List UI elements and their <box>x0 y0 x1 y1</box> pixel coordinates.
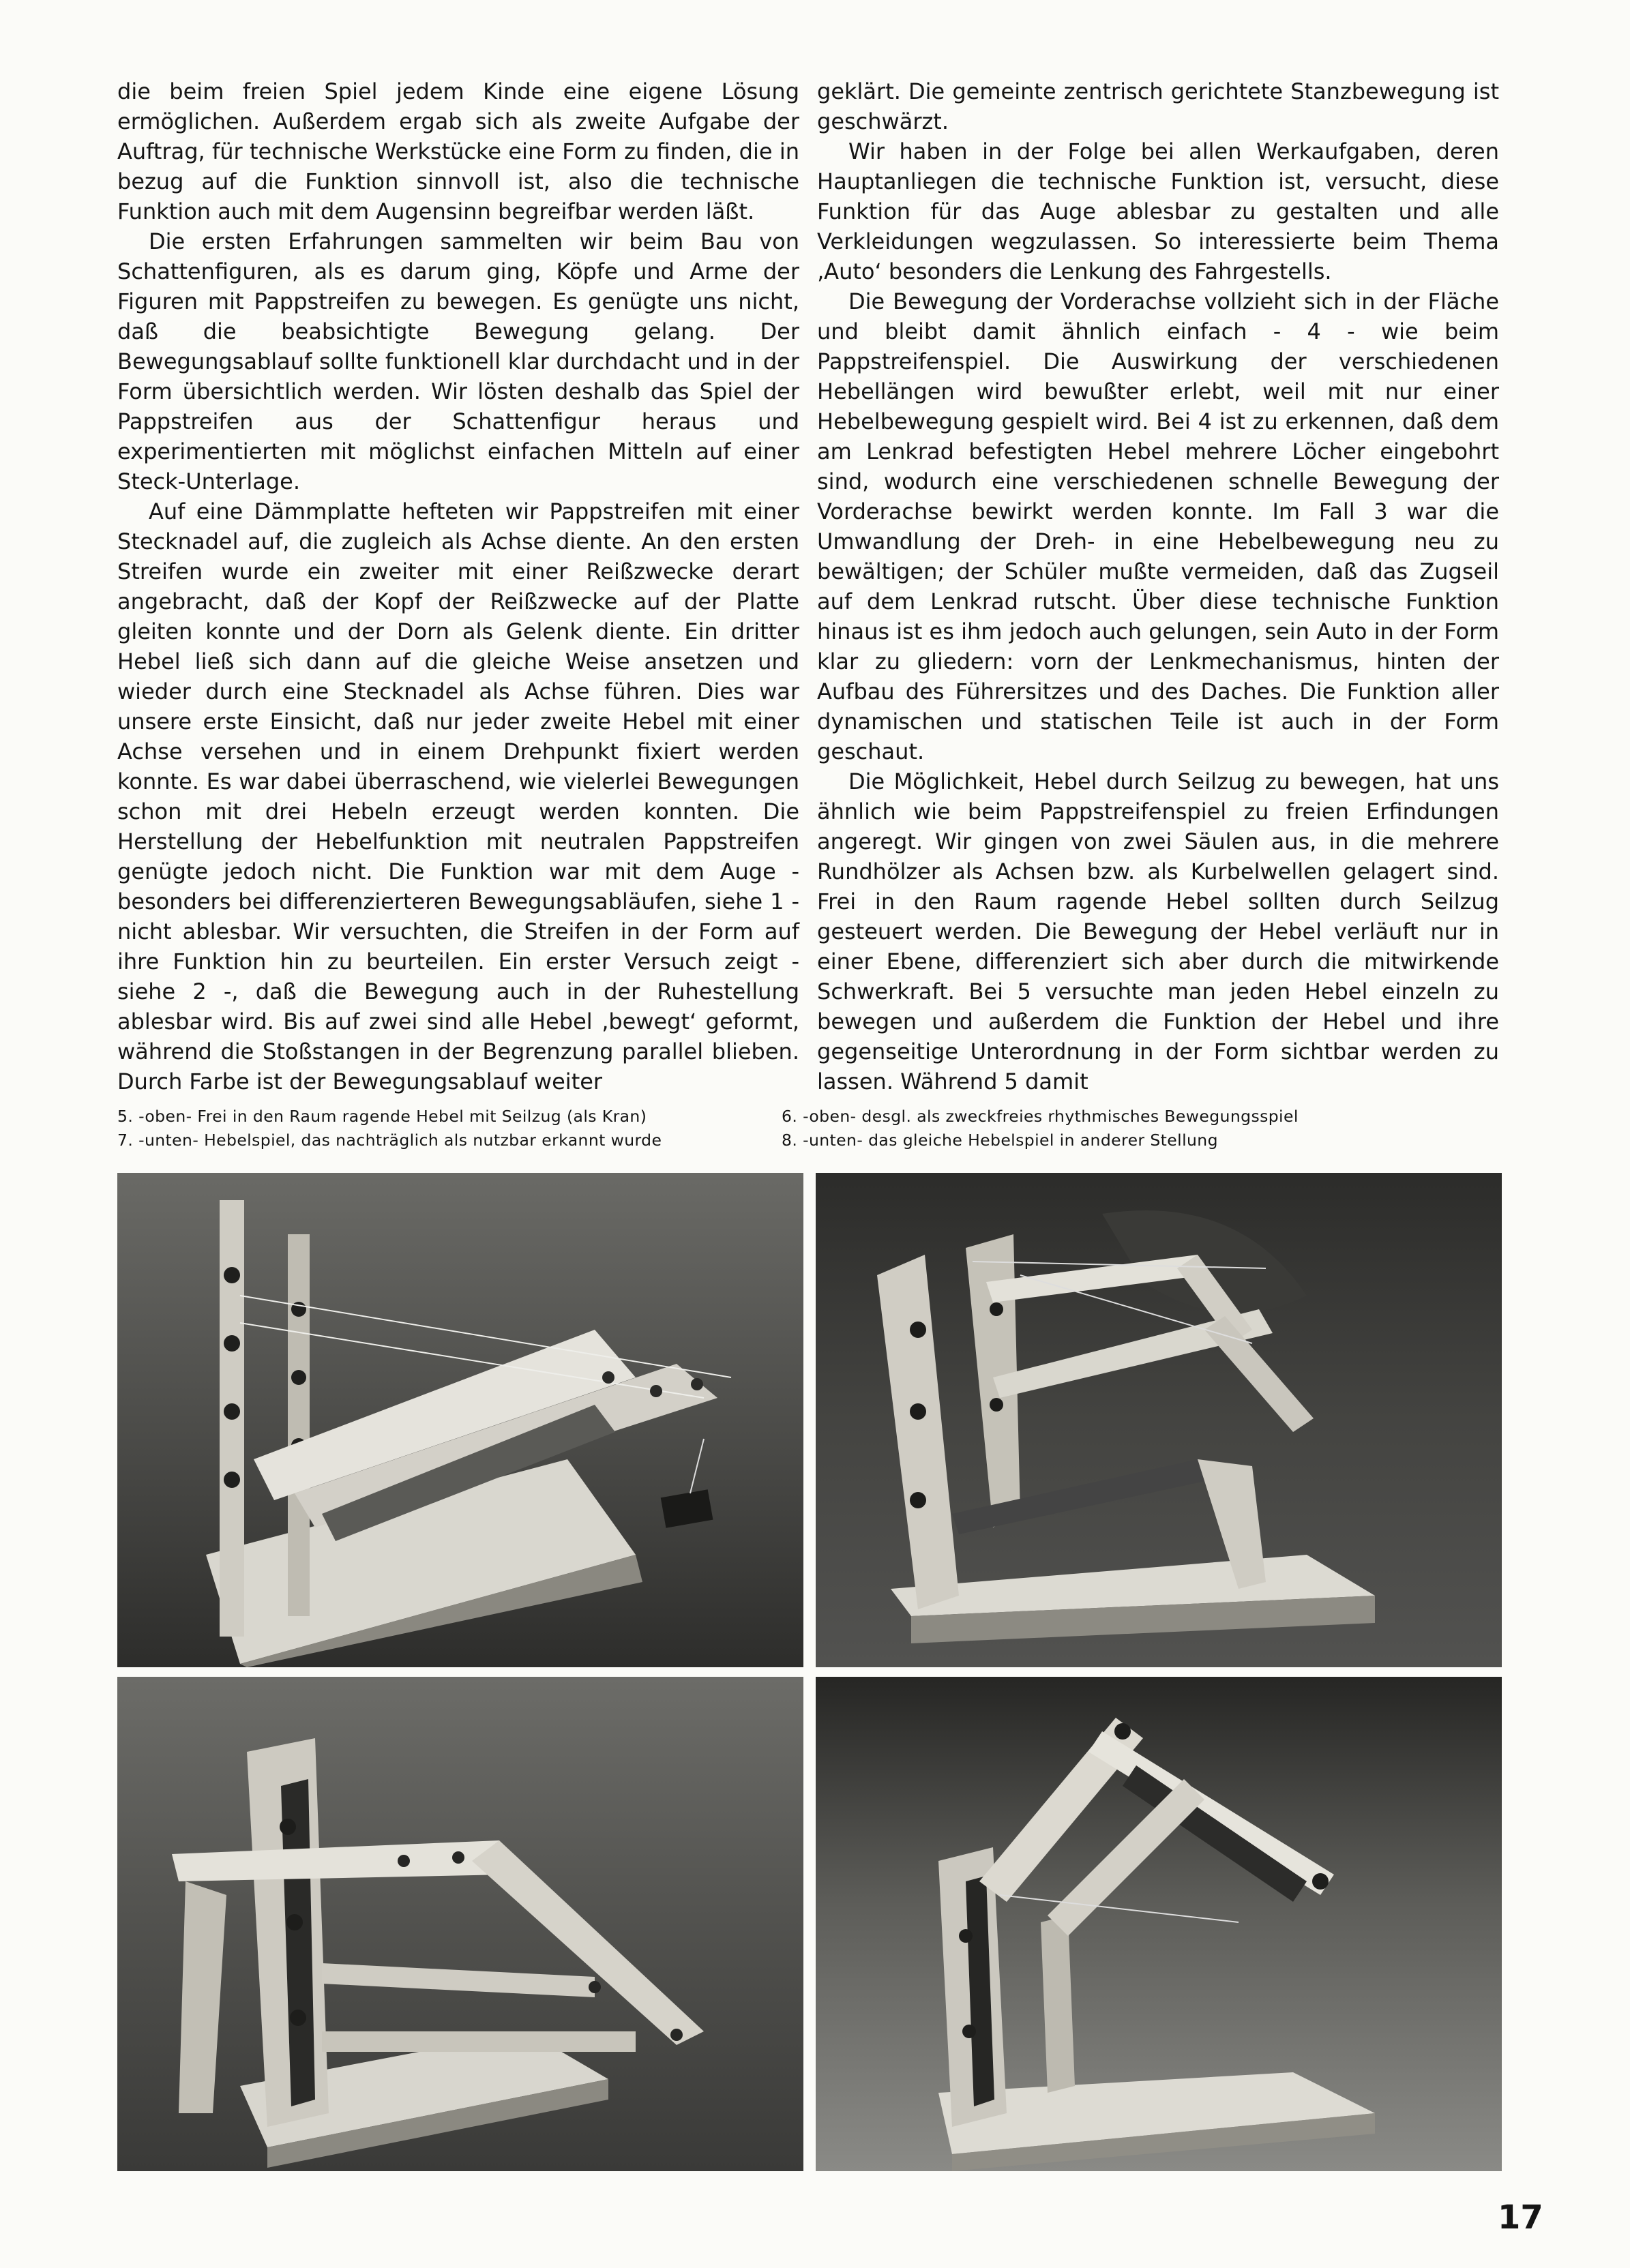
text-column-right <box>817 76 1499 1096</box>
photo-6-rhythmic-lever <box>816 1173 1502 1667</box>
paragraph: Die Bewegung der Vorderachse vollzieht sich in der Fläche und bleibt damit ähnlich einfach - 4 - wie beim Pappstreifenspiel. Die Auswirkung der verschiedenen Hebellängen wird bewußter erlebt, weil mit nur einer Hebelbewegung gespielt wird. Bei 4 ist zu erkennen, daß dem am Lenkrad befestigten Hebel mehrere Löcher eingebohrt sind, wodurch eine verschiedenen schnelle Bewegung der Vorderachse bewirkt werden konnte. Im Fall 3 war die Umwandlung der Dreh- in eine Hebelbewegung neu zu bewältigen; der Schüler mußte vermeiden, daß das Zugseil auf dem Lenkrad rutscht. Über diese technische Funktion hinaus ist es ihm jedoch auch gelungen, sein Auto in der Form klar zu gliedern: vorn der Lenkmechanismus, hinten der Aufbau des Führersitzes und des Daches. Die Funktion aller dynamischen und statischen Teile ist auch in der Form geschaut. <box>817 288 1499 764</box>
photo-5-crane-lever <box>117 1173 803 1667</box>
photo-8-image <box>816 1677 1502 2171</box>
paragraph: Auf eine Dämmplatte hefteten wir Pappstreifen mit einer Stecknadel auf, die zugleich als Achse diente. An den ersten Streifen wurde ein zweiter mit einer Reißzwecke derart angebracht, daß der Kopf der Reißzwecke auf der Platte gleiten konnte und der Dorn als Gelenk diente. Ein dritter Hebel ließ sich dann auf die gleiche Weise ansetzen und wieder durch eine Stecknadel als Achse führen. Dies war unsere erste Einsicht, daß nur jeder zweite Hebel mit einer Achse versehen und in einem Drehpunkt fixiert werden konnte. Es war dabei überraschend, wie vielerlei Bewegungen schon mit drei Hebeln erzeugt werden konnten. Die Herstellung der Hebelfunktion mit neutralen Pappstreifen genügte jedoch nicht. Die Funktion war mit dem Auge - besonders bei differenzierteren Bewegungsabläufen, siehe 1 - nicht ablesbar. Wir versuchten, die Streifen in der Form auf ihre Funktion hin zu beurteilen. Ein erster Versuch zeigt - siehe 2 -, daß die Bewegung auch in der Ruhestellung ablesbar wird. Bis auf zwei sind alle Hebel ‚bewegt‘ geformt, während die Stoßstangen in der Begrenzung parallel blieben. Durch Farbe ist der Bewegungsablauf weiter <box>117 498 799 1094</box>
paragraph: Die ersten Erfahrungen sammelten wir beim Bau von Schattenfiguren, als es darum ging, Köpfe und Arme der Figuren mit Pappstreifen zu bewegen. Es genügte uns nicht, daß die beabsichtigte Bewegung gelang. Der Bewegungsablauf sollte funktionell klar durchdacht und in der Form übersichtlich werden. Wir lösten deshalb das Spiel der Pappstreifen aus der Schattenfigur heraus und experimentierten mit möglichst einfachen Mitteln auf einer Steck-Unterlage. <box>117 228 799 494</box>
photo-7-image <box>117 1677 803 2171</box>
caption-8: 8. -unten- das gleiche Hebelspiel in anderer Stellung <box>782 1131 1218 1150</box>
text-column-left <box>117 76 799 1096</box>
captions-right <box>782 1105 1450 1152</box>
paragraph: die beim freien Spiel jedem Kinde eine eigene Lösung ermöglichen. Außerdem ergab sich als zweite Aufgabe der Auftrag, für technische Werkstücke eine Form zu finden, die in bezug auf die Funktion sinnvoll ist, also die technische Funktion auch mit dem Augensinn begreifbar werden läßt. <box>117 78 799 224</box>
photo-5-image <box>117 1173 803 1667</box>
photo-7-lever-game <box>117 1677 803 2171</box>
caption-7: 7. -unten- Hebelspiel, das nachträglich als nutzbar erkannt wurde <box>117 1131 662 1150</box>
captions-left <box>117 1105 745 1152</box>
caption-6: 6. -oben- desgl. als zweckfreies rhythmisches Bewegungsspiel <box>782 1107 1299 1126</box>
photo-6-image <box>816 1173 1502 1667</box>
page-number: 17 <box>1498 2198 1543 2237</box>
paragraph: Wir haben in der Folge bei allen Werkaufgaben, deren Hauptanliegen die technische Funktion ist, versucht, diese Funktion für das Auge ablesbar zu gestalten und alle Verkleidungen wegzulassen. So interessierte beim Thema ‚Auto‘ besonders die Lenkung des Fahrgestells. <box>817 138 1499 284</box>
paragraph: geklärt. Die gemeinte zentrisch gerichtete Stanzbewegung ist geschwärzt. <box>817 78 1499 134</box>
paragraph: Die Möglichkeit, Hebel durch Seilzug zu bewegen, hat uns ähnlich wie beim Pappstreifenspiel zu freien Erfindungen angeregt. Wir gingen von zwei Säulen aus, in die mehrere Rundhölzer als Achsen bzw. als Kurbelwellen gelagert sind. Frei in den Raum ragende Hebel sollten durch Seilzug gesteuert werden. Die Bewegung der Hebel verläuft nur in einer Ebene, differenziert sich aber durch die mitwirkende Schwerkraft. Bei 5 versuchte man jeden Hebel einzeln zu bewegen und außerdem die Funktion der Hebel und ihre gegenseitige Unterordnung in der Form sichtbar werden zu lassen. Während 5 damit <box>817 769 1499 1094</box>
photo-8-lever-other-position <box>816 1677 1502 2171</box>
caption-5: 5. -oben- Frei in den Raum ragende Hebel mit Seilzug (als Kran) <box>117 1107 647 1126</box>
